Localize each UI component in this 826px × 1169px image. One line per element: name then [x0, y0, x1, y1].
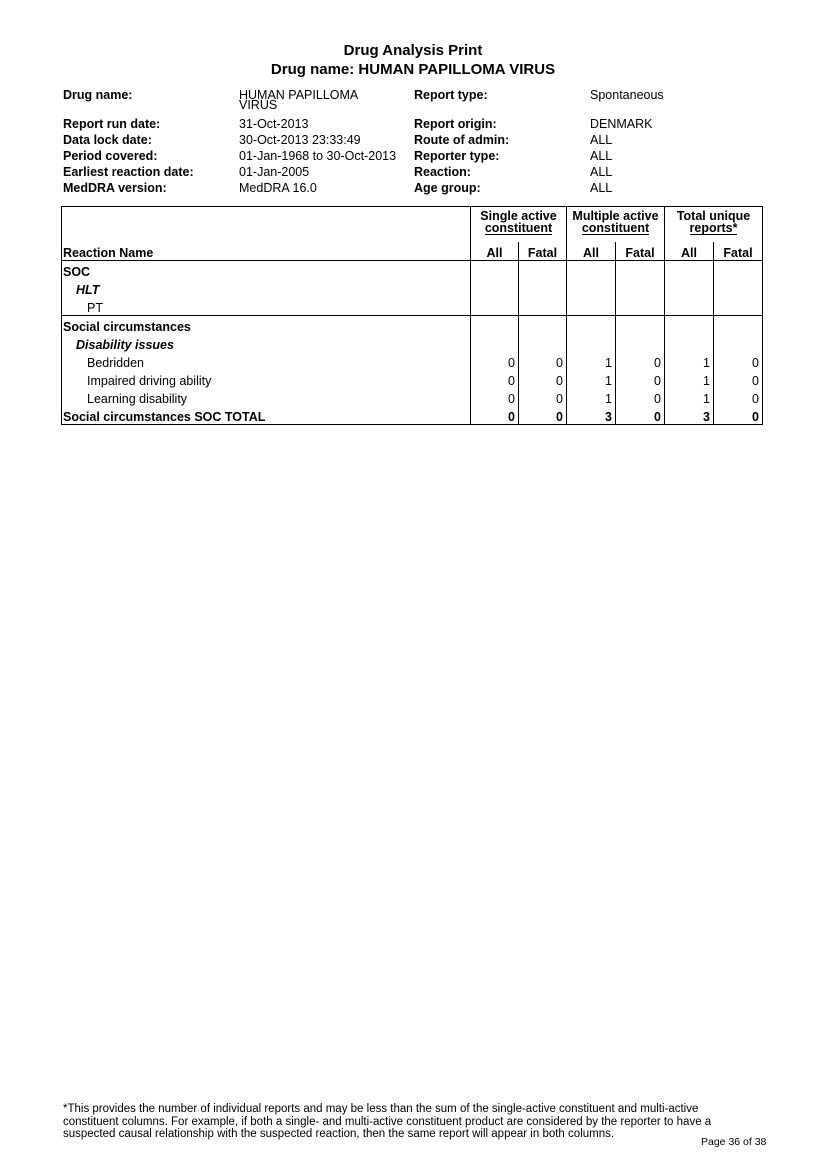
pt-name: Bedridden — [62, 352, 471, 370]
pt-name: Learning disability — [62, 388, 471, 406]
cell-value: 0 — [471, 352, 519, 370]
header-spacer — [62, 207, 471, 243]
hlt-name: Disability issues — [62, 334, 471, 352]
cell-value: 0 — [616, 370, 665, 388]
total-value: 0 — [471, 406, 519, 425]
meta-value-meddra: MedDRA 16.0 — [239, 181, 317, 195]
legend-hlt: HLT — [62, 279, 471, 297]
header-single-line1: Single active — [480, 209, 557, 223]
meta-label-report-type: Report type: — [414, 88, 488, 102]
soc-total-row — [62, 406, 763, 425]
legend-row-soc — [62, 261, 763, 280]
col-single-all: All — [471, 242, 519, 261]
total-value: 3 — [567, 406, 616, 425]
meta-value-report-origin: DENMARK — [590, 117, 653, 131]
footnote: *This provides the number of individual reports and may be less than the sum of the single-active constituent and multi-active constituent columns. For example, if both a single- and multi-active constituent product are considered by the reporter to have a suspected causal relationship with the suspected reaction, then the same report will appear in both columns. — [63, 1103, 712, 1140]
cell-value: 0 — [714, 352, 763, 370]
meta-value-run-date: 31-Oct-2013 — [239, 117, 309, 131]
col-total-fatal: Fatal — [714, 242, 763, 261]
meta-value-reaction: ALL — [590, 165, 613, 179]
meta-value-lock-date: 30-Oct-2013 23:33:49 — [239, 133, 361, 147]
meta-value-period: 01-Jan-1968 to 30-Oct-2013 — [239, 149, 397, 163]
reaction-name-header: Reaction Name — [62, 242, 471, 261]
header-total-line2: reports* — [689, 221, 738, 235]
meta-label-reaction: Reaction: — [414, 165, 471, 179]
meta-value-drug-name-1: HUMAN PAPILLOMA — [239, 88, 359, 102]
col-multi-fatal: Fatal — [616, 242, 665, 261]
cell-value: 0 — [616, 388, 665, 406]
cell-value: 0 — [471, 388, 519, 406]
meta-value-drug-name-2: VIRUS — [239, 98, 278, 112]
cell-value: 0 — [714, 370, 763, 388]
pt-name: Impaired driving ability — [62, 370, 471, 388]
page-number: Page 36 of 38 — [701, 1136, 767, 1148]
meta-label-report-origin: Report origin: — [414, 117, 497, 131]
soc-row — [62, 316, 763, 335]
legend-row-hlt — [62, 279, 763, 297]
meta-value-reporter: ALL — [590, 149, 613, 163]
meta-label-route: Route of admin: — [414, 133, 510, 147]
table-row — [62, 352, 763, 370]
cell-value: 1 — [665, 388, 714, 406]
total-value: 0 — [519, 406, 567, 425]
hlt-row — [62, 334, 763, 352]
cell-value: 1 — [665, 370, 714, 388]
col-single-fatal: Fatal — [519, 242, 567, 261]
legend-soc: SOC — [62, 261, 471, 280]
soc-total-name: Social circumstances SOC TOTAL — [62, 406, 471, 425]
header-multi-line1: Multiple active — [572, 209, 659, 223]
report-title: Drug Analysis Print — [343, 42, 483, 59]
header-multi-line2: constituent — [581, 221, 650, 235]
header-total-unique — [665, 207, 763, 243]
total-value: 3 — [665, 406, 714, 425]
table-column-header-row — [62, 242, 763, 261]
meta-label-earliest: Earliest reaction date: — [63, 165, 194, 179]
cell-value: 0 — [616, 352, 665, 370]
cell-value: 0 — [714, 388, 763, 406]
meta-label-reporter: Reporter type: — [414, 149, 500, 163]
meta-value-age-group: ALL — [590, 181, 613, 195]
total-value: 0 — [616, 406, 665, 425]
header-single-active — [471, 207, 567, 243]
header-total-line1: Total unique — [676, 209, 751, 223]
soc-name: Social circumstances — [62, 316, 471, 335]
col-total-all: All — [665, 242, 714, 261]
cell-value: 0 — [471, 370, 519, 388]
col-multi-all: All — [567, 242, 616, 261]
legend-row-pt — [62, 297, 763, 316]
legend-pt: PT — [62, 297, 471, 316]
cell-value: 0 — [519, 352, 567, 370]
meta-value-report-type: Spontaneous — [590, 88, 664, 102]
table-row — [62, 388, 763, 406]
total-value: 0 — [714, 406, 763, 425]
meta-value-route: ALL — [590, 133, 613, 147]
cell-value: 1 — [567, 352, 616, 370]
reaction-table — [61, 206, 763, 425]
header-single-line2: constituent — [484, 221, 553, 235]
meta-label-age-group: Age group: — [414, 181, 481, 195]
meta-label-run-date: Report run date: — [63, 117, 161, 131]
meta-label-period: Period covered: — [63, 149, 158, 163]
meta-label-meddra: MedDRA version: — [63, 181, 167, 195]
meta-label-drug-name: Drug name: — [63, 88, 133, 102]
cell-value: 1 — [567, 370, 616, 388]
header-multiple-active — [567, 207, 665, 243]
cell-value: 0 — [519, 388, 567, 406]
meta-value-earliest: 01-Jan-2005 — [239, 165, 310, 179]
table-group-header-row — [62, 207, 763, 243]
cell-value: 0 — [519, 370, 567, 388]
meta-label-lock-date: Data lock date: — [63, 133, 152, 147]
cell-value: 1 — [567, 388, 616, 406]
cell-value: 1 — [665, 352, 714, 370]
table-row — [62, 370, 763, 388]
drug-name-title: Drug name: HUMAN PAPILLOMA VIRUS — [270, 61, 556, 78]
